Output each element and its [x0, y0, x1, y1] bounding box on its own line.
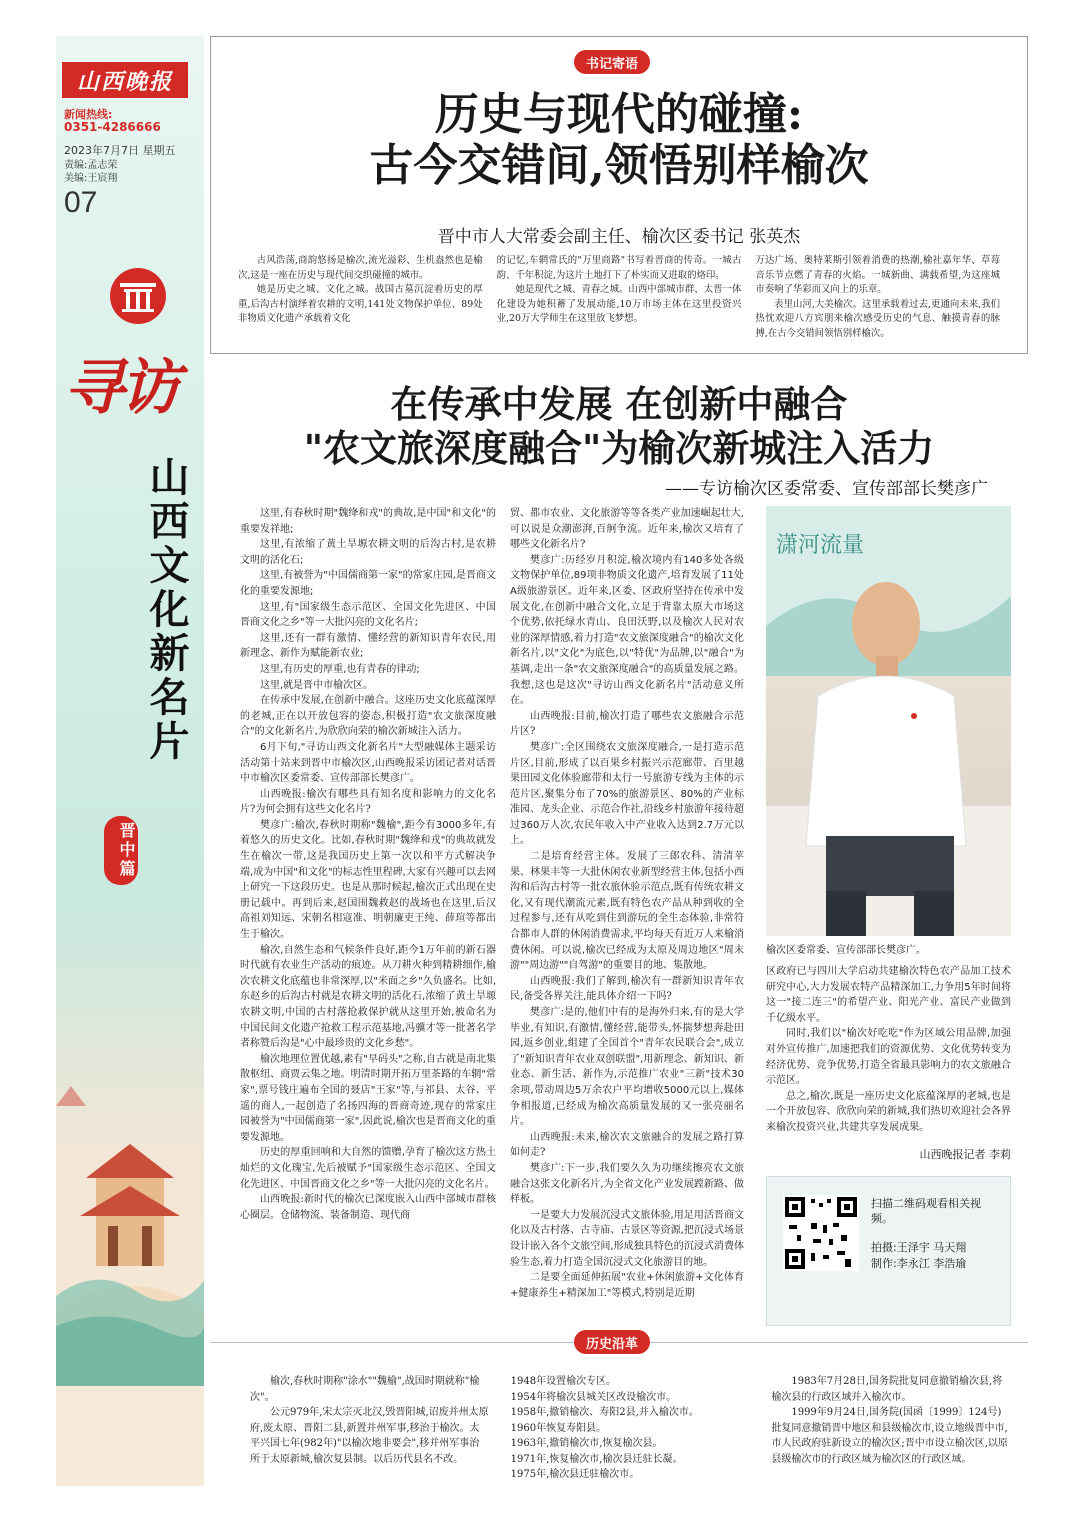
paragraph: 她是历史之城、文化之城。战国古墓沉淀着历史的厚重,后沟古村演绎着农耕的文明,141处文物保护单位、89处非物质文化遗产承载着文化 — [238, 284, 483, 325]
paragraph: 总之,榆次,既是一座历史文化底蕴深厚的老城,也是一个开放包容、欣欣向荣的新城,我们热切欢迎社会各界来榆次投资兴业,共建共享发展成果。 — [766, 1090, 1011, 1133]
headline-feature-line1: 在传承中发展 在创新中融合 — [390, 382, 848, 426]
paragraph: 榆次地理位置优越,素有"早码头"之称,自古就是南北集散枢纽、商贾云集之地。明清时期开拓万里茶路的车辋"常家",票号钱庄遍布全国的聂店"王家"等,与祁县、太谷、平遥的商人,一起创造了名扬四海的晋商奇迹,现存的常家庄园被誉为"中国儒商第一家",因此说,榆次也是晋商文化的重要发源地。 — [240, 1053, 496, 1143]
answer: 樊彦广:下一步,我们要久久为功继续擦亮农文旅融合这张文化新名片,为全省文化产业发展蹚新路、做样板。 — [510, 1162, 744, 1206]
gate-emblem-icon — [110, 268, 166, 324]
reporter-credit: 山西晚报记者 李莉 — [919, 1148, 1011, 1161]
photo-caption: 榆次区委常委、宣传部部长樊彦广。 — [766, 945, 926, 956]
paragraph: 同时,我们以"榆次好吃吃"作为区域公用品牌,加强对外宣传推广,加速把我们的资源优势、文化优势转变为经济优势、竞争优势,打造全省最具影响力的农文旅融合示范区。 — [766, 1028, 1011, 1087]
backdrop-text: 潇河流量 — [776, 533, 865, 558]
answer: 樊彦广:榆次,春秋时期称"魏榆",距今有3000多年,有着悠久的历史文化。比如,春秋时期"魏绛和戎"的典故就发生在榆次一带,这是我国历史上第一次以和平方式解决争端,成为中国"和文化"的标志性里程碑,大家有兴趣可以去网上研究一下这段历史。也是从那时候起,榆次正式出现在史册记载中。再到后来,赵国围魏救赵的战场也在这里,后汉高祖刘知远、宋朝名相寇准、明朝廉吏王纯、薛瑄等都出生于榆次。 — [240, 819, 496, 941]
section-tag-history: 历史沿革 — [574, 1330, 650, 1354]
headline-secretary — [210, 90, 1028, 191]
paragraph: 这里,就是晋中市榆次区。 — [260, 679, 374, 691]
history-entry: 1948年设置榆次专区。 — [510, 1376, 617, 1387]
interview-column — [240, 506, 496, 1331]
question: 贸、都市农业、文化旅游等等各类产业加速崛起壮大,可以说是众潮澎湃,百舸争流。近年来,榆次又培育了哪些文化新名片? — [510, 508, 744, 551]
paragraph: 这里,有"国家级生态示范区、全国文化先进区、中国晋商文化之乡"等一大批闪亮的文化名片; — [240, 601, 496, 629]
paragraph: 1999年9月24日,国务院(国函〔1999〕124号)批复同意撤销晋中地区和县级榆次市,设立地级晋中市,市人民政府驻新设立的榆次区;晋中市设立榆次区,以原县级榆次市的行政区域为榆次区的行政区域。 — [771, 1407, 1008, 1465]
page-number: 07 — [64, 186, 98, 219]
history-column — [511, 1374, 750, 1482]
message-column — [238, 254, 483, 346]
headline-feature — [210, 382, 1028, 471]
history-entry: 1971年,恢复榆次市,榆次县迁驻长凝。 — [510, 1453, 683, 1465]
history-entry: 1960年恢复寿阳县。 — [510, 1422, 607, 1434]
message-column — [497, 254, 742, 346]
headline-feature-line2: "农文旅深度融合"为榆次新城注入活力 — [303, 426, 935, 471]
paragraph: 这里,有春秋时期"魏绛和戎"的典故,是中国"和文化"的重要发祥地; — [240, 508, 496, 535]
qr-instruction: 扫描二维码观看相关视频。 — [871, 1197, 981, 1225]
history-entry: 1975年,榆次县迁驻榆次市。 — [510, 1469, 640, 1480]
sidebar — [56, 36, 204, 1486]
issue-date: 2023年7月7日 星期五 — [64, 144, 176, 157]
paragraph: 二是培育经营主体。发展了三郎农科、清清苹果、林果丰等一大批休闲农业新型经营主体,包括小西沟和后沟古村等一批农旅休验示范点,既有传统农耕文化,又有现代潮流元素,既有特色农产品从种到收的全过程参与,还有从吃到住到游玩的全生态体验,非常符合都市人群的休闲消费需求,平均每天有近万人来榆消费休闲。可以说,榆次已经成为太原及周边地区"周末游""周边游""自驾游"的重要目的地、集散地。 — [510, 851, 744, 972]
paragraph: 这里,还有一群有激情、懂经营的新知识青年农民,用新理念、新作为赋能新农业; — [240, 632, 496, 660]
question: 山西晚报:榆次有哪些具有知名度和影响力的文化名片?为何会拥有这些文化名片? — [240, 788, 496, 816]
portrait-photo — [766, 506, 1011, 936]
byline-secretary: 晋中市人大常委会副主任、榆次区委书记 张英杰 — [437, 227, 801, 247]
qr-code[interactable] — [783, 1195, 859, 1271]
question: 山西晚报:我们了解到,榆次有一群新知识青年农民,备受各界关注,能具体介绍一下吗? — [510, 975, 744, 1003]
answer: 樊彦广:是的,他们中有的是海外归来,有的是大学毕业,有知识,有激情,懂经营,能带头,怀揣梦想奔赴田园,返乡创业,组建了全国首个"青年农民联合会",成立了"新知识青年农业双创联盟",用新理念、新知识、新业态、新生活、新作为,示范推广农业"三新"技术30余项,带动周边5万余农户平均增收5000元以上,媒体争相报道,已经成为榆次高质量发展的又一张亮丽名片。 — [510, 1007, 744, 1128]
column-title: 山西文化新名片 — [143, 456, 190, 764]
paragraph: 区政府已与四川大学启动共建榆次特色农产品加工技术研究中心,大力发展农特产品精深加工,力争用5年时间将这一"接二连三"的希望产业、阳光产业、富民产业做到千亿级水平。 — [766, 966, 1011, 1024]
paragraph: 万达广场、奥特莱斯引领着消费的热潮,榆社嘉年华、草莓音乐节点燃了青春的火焰。一城新曲、满载希望,为这座城市奏响了华彩而又向上的乐章。 — [755, 255, 1001, 296]
history-entry: 1963年,撤销榆次市,恢复榆次县。 — [510, 1438, 663, 1449]
history-column — [771, 1374, 1010, 1482]
newspaper-masthead: 山西晚报 — [62, 62, 188, 98]
paragraph: 这里,有被誉为"中国儒商第一家"的常家庄园,是晋商文化的重要发源地; — [240, 570, 496, 597]
answer: 樊彦广:全区围绕农文旅深度融合,一是打造示范片区,目前,形成了以百果乡村振兴示范廊带、百里越果田园文化体验廊带和太行一号旅游专线为主体的示范片区,聚集分布了70%的旅游景区、80%的产业标准园、龙头企业、示范合作社,沿线乡村旅游年接待超过360万人次,农民年收入中产业收入达到2.7万元以上。 — [510, 741, 744, 847]
interview-column-right — [766, 964, 1011, 1136]
history-entry: 1958年,撤销榆次、寿阳2县,并入榆次市。 — [510, 1407, 699, 1418]
headline-secretary-line1: 历史与现代的碰撞: — [434, 89, 804, 140]
qr-panel — [766, 1176, 1011, 1326]
paragraph: 古风浩荡,商韵悠扬是榆次,流光溢彩、生机盎然也是榆次,这是一座在历史与现代间交织碰撞的城市。 — [238, 255, 483, 281]
paragraph: 历史的厚重回响和大自然的馈赠,孕育了榆次这方热土灿烂的文化瑰宝,先后被赋予"国家级生态示范区、全国文化先进区、中国晋商文化之乡"等一大批闪亮的文化名片。 — [240, 1147, 496, 1190]
designer-credit: 美编:王宸翔 — [64, 173, 118, 184]
column-brand: 寻访 — [64, 353, 176, 423]
headline-secretary-line2: 古今交错间,领悟别样榆次 — [369, 139, 869, 191]
answer: 樊彦广:历经岁月积淀,榆次境内有140多处各级文物保护单位,89项非物质文化遗产,培育发展了11处A级旅游景区。近年来,区委、区政府坚持在传承中发展文化,在创新中融合文化,立足于背靠太原大市场这个优势,依托绿水青山、良田沃野,以及榆次人民对农业的深厚情感,着力打造"农文旅深度融合"的榆次文化新名片,以"文化"为底色,以"特优"为品牌,以"融合"为基调,走出一条"农文旅深度融合"的高质量发展之路。我想,这也是这次"寻访山西文化新名片"活动意义所在。 — [510, 554, 744, 707]
producer-credit: 制作:李永江 李浩瑜 — [871, 1257, 967, 1270]
history-body — [250, 1374, 1010, 1482]
hotline-label: 新闻热线: — [64, 108, 113, 121]
question: 山西晚报:新时代的榆次已深度嵌入山西中部城市群核心圈层。仓储物流、装备制造、现代商 — [240, 1194, 496, 1221]
message-column — [755, 254, 1000, 346]
history-column — [250, 1374, 489, 1482]
interview-column — [510, 506, 744, 1331]
section-tag-secretary: 书记寄语 — [574, 50, 650, 74]
paragraph: 二是要全面延伸拓展"农业+休闲旅游+文化体育+健康养生+精深加工"等模式,特别是近期 — [510, 1272, 744, 1299]
hotline-number: 0351-4286666 — [64, 120, 161, 134]
paragraph: 榆次,自然生态和气候条件良好,距今1万年前的新石器时代就有农业生产活动的痕迹。从刀耕火种到精耕细作,榆次农耕文化底蕴也非常深厚,以"米面之乡"久负盛名。比如,东赵乡的后沟古村就是农耕文明的活化石,浓缩了黄土旱塬农耕文明,中国的古村落抢救保护就从这里开始,被命名为中国民间文化遗产抢救工程示范基地,冯骥才等一批著名学者称赞后沟是"心中最珍贵的文化乡愁"。 — [240, 944, 496, 1050]
paragraph: 她是现代之城、青春之城。山西中部城市群、太晋一体化建设为她积蓄了发展动能,10万市场主体在这里投资兴业,20万大学师生在这里放飞梦想。 — [496, 284, 742, 325]
pavilion-illustration — [56, 1066, 204, 1386]
paragraph: 这里,有浓缩了黄土旱塬农耕文明的后沟古村,是农耕文明的活化石; — [240, 539, 496, 566]
question: 山西晚报:目前,榆次打造了哪些农文旅融合示范片区? — [510, 710, 744, 738]
paragraph: 的记忆,车辋常氏的"万里商路"书写着晋商的传奇。一城古韵、千年积淀,为这片土地打下了朴实而又进取的烙印。 — [496, 255, 742, 281]
paragraph: 一是要大力发展沉浸式文旅体验,用足用活晋商文化以及古村落、古寺庙、古景区等资源,把沉浸式场景设计嵌入各个文旅空间,形成独具特色的沉浸式消费体验生态,着力打造全国沉浸式文化旅游目的地。 — [510, 1209, 744, 1268]
message-body — [238, 254, 1000, 346]
newspaper-page — [210, 36, 1028, 1486]
paragraph: 榆次,春秋时期称"涂水""魏榆",战国时期就称"榆次"。 — [250, 1376, 480, 1403]
paragraph: 公元979年,宋太宗灭北汉,毁晋阳城,诏废并州太原府,废太原、晋阳二县,新置并州军事,移治于榆次。太平兴国七年(982年)"以榆次地非要会",移并州军事治所于太原新城,榆次复县制。以后历代县名不改。 — [250, 1407, 489, 1465]
question: 山西晚报:未来,榆次农文旅融合的发展之路打算如何走? — [510, 1131, 744, 1159]
paragraph: 这里,有历史的厚重,也有青春的律动; — [260, 663, 420, 675]
editor-credit: 责编:孟志荣 — [64, 160, 118, 171]
interview-body — [240, 506, 800, 1331]
subhead-feature: ——专访榆次区委常委、宣传部部长樊彦广 — [665, 479, 988, 499]
region-tag: 晋中篇 — [104, 816, 138, 885]
paragraph: 表里山河,大美榆次。这里承载着过去,更通向未来,我们热忱欢迎八方宾朋来榆次感受历史的气息、触摸青春的脉搏,在古今交错间领悟别样榆次。 — [755, 298, 1001, 339]
paragraph: 在传承中发展,在创新中融合。这座历史文化底蕴深厚的老城,正在以开放包容的姿态,积极打造"农文旅深度融合"的文化新名片,为欣欣向荣的榆次新城注入活力。 — [240, 695, 496, 738]
paragraph: 1983年7月28日,国务院批复同意撤销榆次县,将榆次县的行政区域并入榆次市。 — [771, 1376, 1003, 1403]
paragraph: 6月下旬,"寻访山西文化新名片"大型融媒体主题采访活动第十站来到晋中市榆次区,山西晚报采访团记者对话晋中市榆次区委常委、宣传部部长樊彦广。 — [240, 741, 496, 785]
photographer-credit: 拍摄:王泽宇 马天翔 — [871, 1241, 967, 1254]
history-entry: 1954年将榆次县城关区改设榆次市。 — [510, 1391, 677, 1403]
